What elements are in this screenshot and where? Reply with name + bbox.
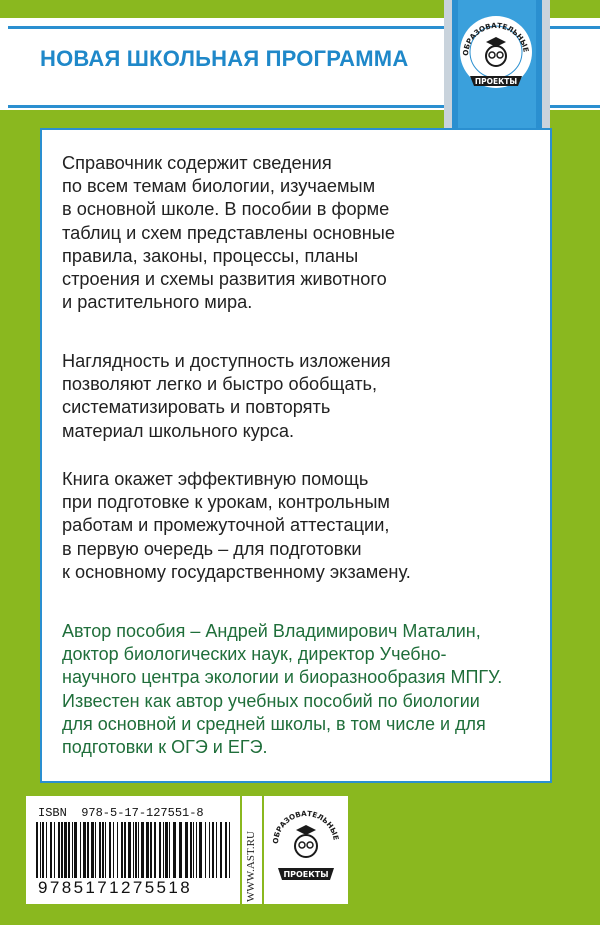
- barcode-bar: [190, 822, 192, 878]
- barcode-bar: [173, 822, 176, 878]
- barcode-bar: [105, 822, 106, 878]
- barcode-bar: [64, 822, 67, 878]
- barcode-bar: [199, 822, 202, 878]
- description-paragraph-2: Наглядность и доступность изложения позволяют легко и быстро обобщать, систематизировать и повторять материал школьного курса.: [62, 351, 391, 441]
- svg-text:ОБРАЗОВАТЕЛЬНЫЕ: ОБРАЗОВАТЕЛЬНЫЕ: [460, 20, 531, 57]
- barcode-bar: [117, 822, 118, 878]
- barcode-bar: [220, 822, 222, 878]
- barcode-bar: [141, 822, 144, 878]
- barcode-bar: [109, 822, 111, 878]
- barcode-bar: [229, 822, 230, 878]
- barcode-bar: [212, 822, 214, 878]
- isbn-number: ISBN 978-5-17-127551-8: [38, 806, 204, 820]
- barcode-bar: [135, 822, 137, 878]
- barcode-bar: [91, 822, 94, 878]
- barcode-bar: [42, 822, 44, 878]
- barcode-bar: [68, 822, 70, 878]
- barcode-bar: [146, 822, 149, 878]
- description-paragraph-1: Справочник содержит сведения по всем темам биологии, изучаемым в основной школе. В пособии в форме таблиц и схем представлены основные правила, законы, процессы, планы строения и схемы развития животного и растительного мира.: [62, 153, 395, 313]
- barcode-bar: [95, 822, 96, 878]
- barcode-digits: 9785171275518: [38, 878, 193, 897]
- svg-text:ПРОЕКТЫ: ПРОЕКТЫ: [474, 77, 518, 86]
- barcode-bar: [165, 822, 168, 878]
- barcode-bar: [150, 822, 152, 878]
- author-note: Автор пособия – Андрей Владимирович Маталин, доктор биологических наук, директор Учебно- научного центра экологии и биоразнообразия МПГУ. Известен как автор учебных пособий по биологии для основной и средней школы, в том числе и для подготовки к ОГЭ и ЕГЭ.: [62, 621, 503, 758]
- barcode-bar: [58, 822, 60, 878]
- barcode-bar: [185, 822, 188, 878]
- barcode-bar: [74, 822, 77, 878]
- barcode-bar: [87, 822, 89, 878]
- barcode-bar: [72, 822, 73, 878]
- barcode-bar: [159, 822, 161, 878]
- svg-text:ПРОЕКТЫ: ПРОЕКТЫ: [283, 870, 329, 879]
- barcode-bar: [163, 822, 164, 878]
- barcode-bar: [113, 822, 114, 878]
- publisher-emblem: [456, 12, 536, 100]
- barcode-bar: [40, 822, 41, 878]
- barcode-bar: [216, 822, 217, 878]
- website-url: WWW.AST.RU: [245, 831, 257, 902]
- barcode-bar: [83, 822, 86, 878]
- barcode-bar: [80, 822, 81, 878]
- svg-text:ОБРАЗОВАТЕЛЬНЫЕ: ОБРАЗОВАТЕЛЬНЫЕ: [270, 808, 341, 845]
- barcode-bar: [138, 822, 139, 878]
- barcode-bar: [121, 822, 123, 878]
- owl-in-graduation-cap-icon: [268, 800, 344, 900]
- barcode-bar: [46, 822, 47, 878]
- barcode-bar: [128, 822, 131, 878]
- barcode-bar: [193, 822, 194, 878]
- barcode-bar: [50, 822, 52, 878]
- barcode-bar: [54, 822, 55, 878]
- barcode-bar: [225, 822, 227, 878]
- owl-in-graduation-cap-icon: [456, 12, 536, 100]
- description-paragraph-3: Книга окажет эффективную помощь при подготовке к урокам, контрольным работам и промежуточной аттестации, в первую очередь – для подготовки к основному государственному экзамену.: [62, 469, 411, 582]
- barcode-bar: [99, 822, 101, 878]
- barcode-bar: [209, 822, 210, 878]
- series-title: НОВАЯ ШКОЛЬНАЯ ПРОГРАММА: [40, 46, 409, 71]
- publisher-emblem-bottom: [268, 800, 344, 900]
- barcode-bars: [30, 822, 236, 878]
- barcode-bar: [196, 822, 197, 878]
- barcode-bar: [61, 822, 63, 878]
- barcode-bar: [169, 822, 170, 878]
- barcode-bar: [124, 822, 126, 878]
- barcode-bar: [154, 822, 156, 878]
- barcode-bar: [205, 822, 206, 878]
- barcode-bar: [133, 822, 134, 878]
- barcode-bar: [102, 822, 104, 878]
- barcode-bar: [36, 822, 38, 878]
- barcode-bar: [179, 822, 182, 878]
